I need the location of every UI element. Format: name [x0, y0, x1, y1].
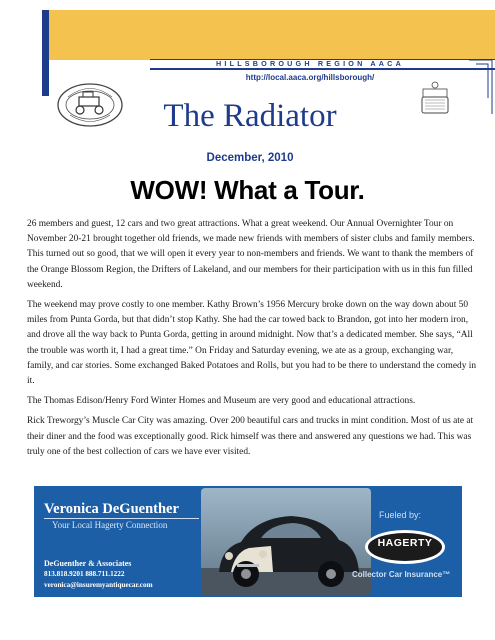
- corner-ornament: [466, 58, 495, 116]
- ad-agent-name: Veronica DeGuenther: [44, 501, 179, 517]
- header-band: [42, 10, 495, 60]
- hagerty-logo-text: HAGERTY: [377, 537, 433, 549]
- ad-phone-numbers: 813.818.9201 888.711.1222: [44, 570, 125, 578]
- article-headline: WOW! What a Tour.: [130, 175, 365, 205]
- ad-collector-insurance: Collector Car Insurance™: [352, 570, 451, 579]
- ad-fueled-by: Fueled by:: [379, 510, 422, 520]
- vintage-car-photo: [201, 488, 371, 595]
- issue-date: December, 2010: [206, 152, 294, 164]
- article-body: [27, 217, 477, 465]
- ad-email-link[interactable]: veronica@insuremyantiquecar.com: [44, 581, 153, 589]
- article-paragraph: The Thomas Edison/Henry Ford Winter Homes and Museum are very good and educational attractions.: [27, 396, 416, 407]
- ad-tagline: Your Local Hagerty Connection: [52, 520, 168, 530]
- ad-divider: [44, 518, 199, 519]
- newsletter-title: The Radiator: [163, 98, 337, 134]
- site-url-link[interactable]: http://local.aaca.org/hillsborough/: [245, 73, 375, 82]
- header-accent-bar: [42, 10, 49, 96]
- ad-company: DeGuenther & Associates: [44, 559, 132, 568]
- article-paragraph: 26 members and guest, 12 cars and two great attractions. What a great weekend. Our Annual Overnighter Tour on November 20-21 brought together old friends, we made new friends with members of sister clubs and family members. This turned out so good, that we will open it every year to non-members and friends. We want to thank the members of the Orange Blossom Region, the Drifters of Lakeland, and our members for their participation with us in this fun filled weekend.: [27, 219, 475, 290]
- region-title: HILLSBOROUGH REGION AACA: [216, 59, 404, 68]
- article-paragraph: Rick Treworgy’s Muscle Car City was amazing. Over 200 beautiful cars and trucks in mint condition. Most of us ate at their diner and the food was exceptionally good. Rick himself was there and answered any questions we had. This was truly one of the best collection of cars we have ever visited.: [27, 416, 474, 457]
- article-paragraph: The weekend may prove costly to one member. Kathy Brown’s 1956 Mercury broke down on the way down about 50 miles from Punta Gorda, but that didn’t stop Kathy. She had the car towed back to Brandon, got into her modern iron, and drove all the way back to Punta Gorda, getting in around midnight. Now that’s a dedicated member. She says, “All the trouble was worth it, I had a great time.” On Friday and Saturday evening, we ate as a group, exchanging war, family, and car stories. Some exchanged Baked Potatoes and Rolls, but you had to be there to understand the comedy in it.: [27, 300, 477, 387]
- radiator-emblem: [419, 81, 451, 115]
- hagerty-ad-banner[interactable]: [34, 486, 462, 597]
